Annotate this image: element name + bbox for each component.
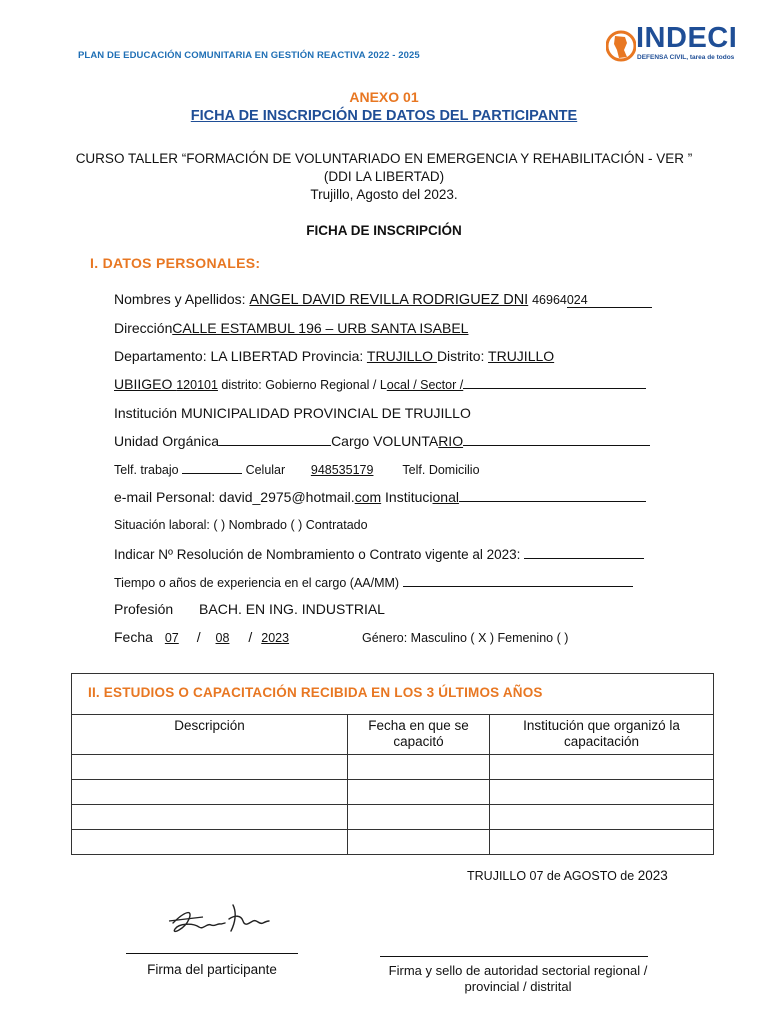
cargo-value-end: RIO <box>438 433 464 449</box>
table-cell[interactable] <box>348 780 490 805</box>
date-label: Fecha <box>114 629 157 645</box>
address-row <box>114 320 468 336</box>
participant-signature-label: Firma del participante <box>147 962 277 977</box>
institution-label: Institución <box>114 405 181 421</box>
cargo-blank <box>463 433 650 446</box>
table-cell[interactable] <box>72 830 348 855</box>
date-day: 07 <box>164 631 179 645</box>
table-cell[interactable] <box>490 805 714 830</box>
place-date <box>467 868 668 883</box>
course-line-3: Trujillo, Agosto del 2023. <box>310 187 458 202</box>
tel-work-blank <box>182 461 242 474</box>
form-title: FICHA DE INSCRIPCIÓN DE DATOS DEL PARTICIPANTE <box>190 108 578 124</box>
dept-label: Departamento: <box>114 348 211 364</box>
col-institution: Institución que organizó la capacitación <box>490 715 714 755</box>
ubigeo-rest-underlined: ocal / Sector / <box>386 378 464 392</box>
table-row <box>72 755 714 780</box>
ubigeo-rest: distrito: Gobierno Regional / L <box>217 378 387 392</box>
email-value: david_2975@hotmail. <box>219 489 355 505</box>
training-table <box>71 673 714 855</box>
table-cell[interactable] <box>72 805 348 830</box>
phone-row <box>114 461 480 477</box>
email-row <box>114 489 646 505</box>
table-cell[interactable] <box>490 755 714 780</box>
prov-value: TRUJILLO <box>366 348 437 364</box>
plan-header: PLAN DE EDUCACIÓN COMUNITARIA EN GESTIÓN REACTIVA 2022 - 2025 <box>78 50 420 61</box>
names-row <box>114 291 652 308</box>
dist-value: TRUJILLO <box>488 348 555 364</box>
logo-tagline: DEFENSA CIVIL, tarea de todos <box>637 54 735 61</box>
logo-text: INDECI <box>636 22 738 54</box>
table-cell[interactable] <box>348 755 490 780</box>
course-line-1: CURSO TALLER “FORMACIÓN DE VOLUNTARIADO EN EMERGENCIA Y REHABILITACIÓN - VER ” <box>75 151 693 166</box>
experience-label: Tiempo o años de experiencia en el cargo (AA/MM) <box>114 576 403 590</box>
form-heading: FICHA DE INSCRIPCIÓN <box>306 223 462 238</box>
institution-row <box>114 405 471 421</box>
address-label: Dirección <box>114 320 173 336</box>
table-cell[interactable] <box>72 755 348 780</box>
work-status-row: Situación laboral: ( ) Nombrado ( ) Contratado <box>114 518 368 532</box>
profession-row <box>114 601 385 617</box>
authority-signature-line <box>380 956 648 957</box>
cel-label: Celular <box>242 463 286 477</box>
unit-cargo-row <box>114 433 650 449</box>
table-cell[interactable] <box>490 780 714 805</box>
ubigeo-label: UBIIGEO <box>114 376 177 392</box>
cel-value: 948535179 <box>310 463 374 477</box>
table-cell[interactable] <box>490 830 714 855</box>
section-2-heading: II. ESTUDIOS O CAPACITACIÓN RECIBIDA EN LOS 3 ÚLTIMOS AÑOS <box>72 674 714 715</box>
course-line-2: (DDI LA LIBERTAD) <box>323 169 445 184</box>
experience-row <box>114 574 633 590</box>
dni-value-end: 024 <box>567 293 652 308</box>
date-month: 08 <box>215 631 230 645</box>
address-value: CALLE ESTAMBUL 196 – URB SANTA ISABEL <box>172 320 469 336</box>
indeci-logo <box>606 22 738 66</box>
dept-value: LA LIBERTAD <box>210 348 298 364</box>
experience-blank <box>403 574 633 587</box>
date-separator-1: / <box>196 629 201 645</box>
email-inst-blank <box>459 489 646 502</box>
gender: Género: Masculino ( X ) Femenino ( ) <box>362 631 569 645</box>
email-inst-label-end: onal <box>432 489 459 505</box>
table-cell[interactable] <box>348 805 490 830</box>
prov-label: Provincia: <box>297 348 367 364</box>
dni-value: 46964 <box>532 293 567 307</box>
table-cell[interactable] <box>72 780 348 805</box>
ubigeo-row <box>114 376 646 392</box>
participant-signature-line <box>126 953 298 954</box>
annex-label: ANEXO 01 <box>349 89 419 105</box>
table-row <box>72 780 714 805</box>
unit-label-end: ánica <box>185 433 220 449</box>
email-value-end: com <box>354 489 382 505</box>
table-row <box>72 830 714 855</box>
indeci-emblem-icon <box>606 28 636 66</box>
tel-work-label: Telf. trabajo <box>114 463 183 477</box>
dist-label: Distrito: <box>436 348 489 364</box>
unit-blank <box>219 433 331 446</box>
col-date: Fecha en que se capacitó <box>348 715 490 755</box>
date-year: 2023 <box>261 631 290 645</box>
resolution-label: Indicar Nº Resolución de Nombramiento o Contrato vigente al 2023: <box>114 547 525 562</box>
names-label: Nombres y Apellidos: <box>114 291 250 307</box>
place-date-year: 2023 <box>637 868 668 883</box>
handwritten-signature <box>163 893 273 941</box>
location-row <box>114 348 554 364</box>
profession-value: BACH. EN ING. INDUSTRIAL <box>199 601 385 617</box>
table-cell[interactable] <box>348 830 490 855</box>
date-separator-2: / <box>248 629 253 645</box>
place-date-text: TRUJILLO 07 de AGOSTO de <box>467 869 638 883</box>
ubigeo-blank <box>463 376 646 389</box>
authority-signature-label: Firma y sello de autoridad sectorial regional / provincial / distrital <box>388 963 648 994</box>
institution-value: MUNICIPALIDAD PROVINCIAL DE TRUJILLO <box>180 405 471 421</box>
col-description: Descripción <box>72 715 348 755</box>
resolution-row <box>114 546 644 562</box>
email-inst-label: Instituci <box>381 489 433 505</box>
profession-label: Profesión <box>114 601 174 617</box>
tel-home-label: Telf. Domicilio <box>399 463 480 477</box>
ubigeo-value: 120101 <box>176 378 218 392</box>
unit-label: Unidad Org <box>114 433 186 449</box>
email-label: e-mail Personal: <box>114 489 220 505</box>
resolution-blank <box>524 546 644 559</box>
cargo-value: VOLUNTA <box>373 433 439 449</box>
date-gender-row <box>114 629 568 645</box>
names-value: ANGEL DAVID REVILLA RODRIGUEZ DNI <box>249 292 529 308</box>
section-1-heading: I. DATOS PERSONALES: <box>90 255 261 271</box>
table-row <box>72 805 714 830</box>
cargo-label: Cargo <box>331 433 374 449</box>
